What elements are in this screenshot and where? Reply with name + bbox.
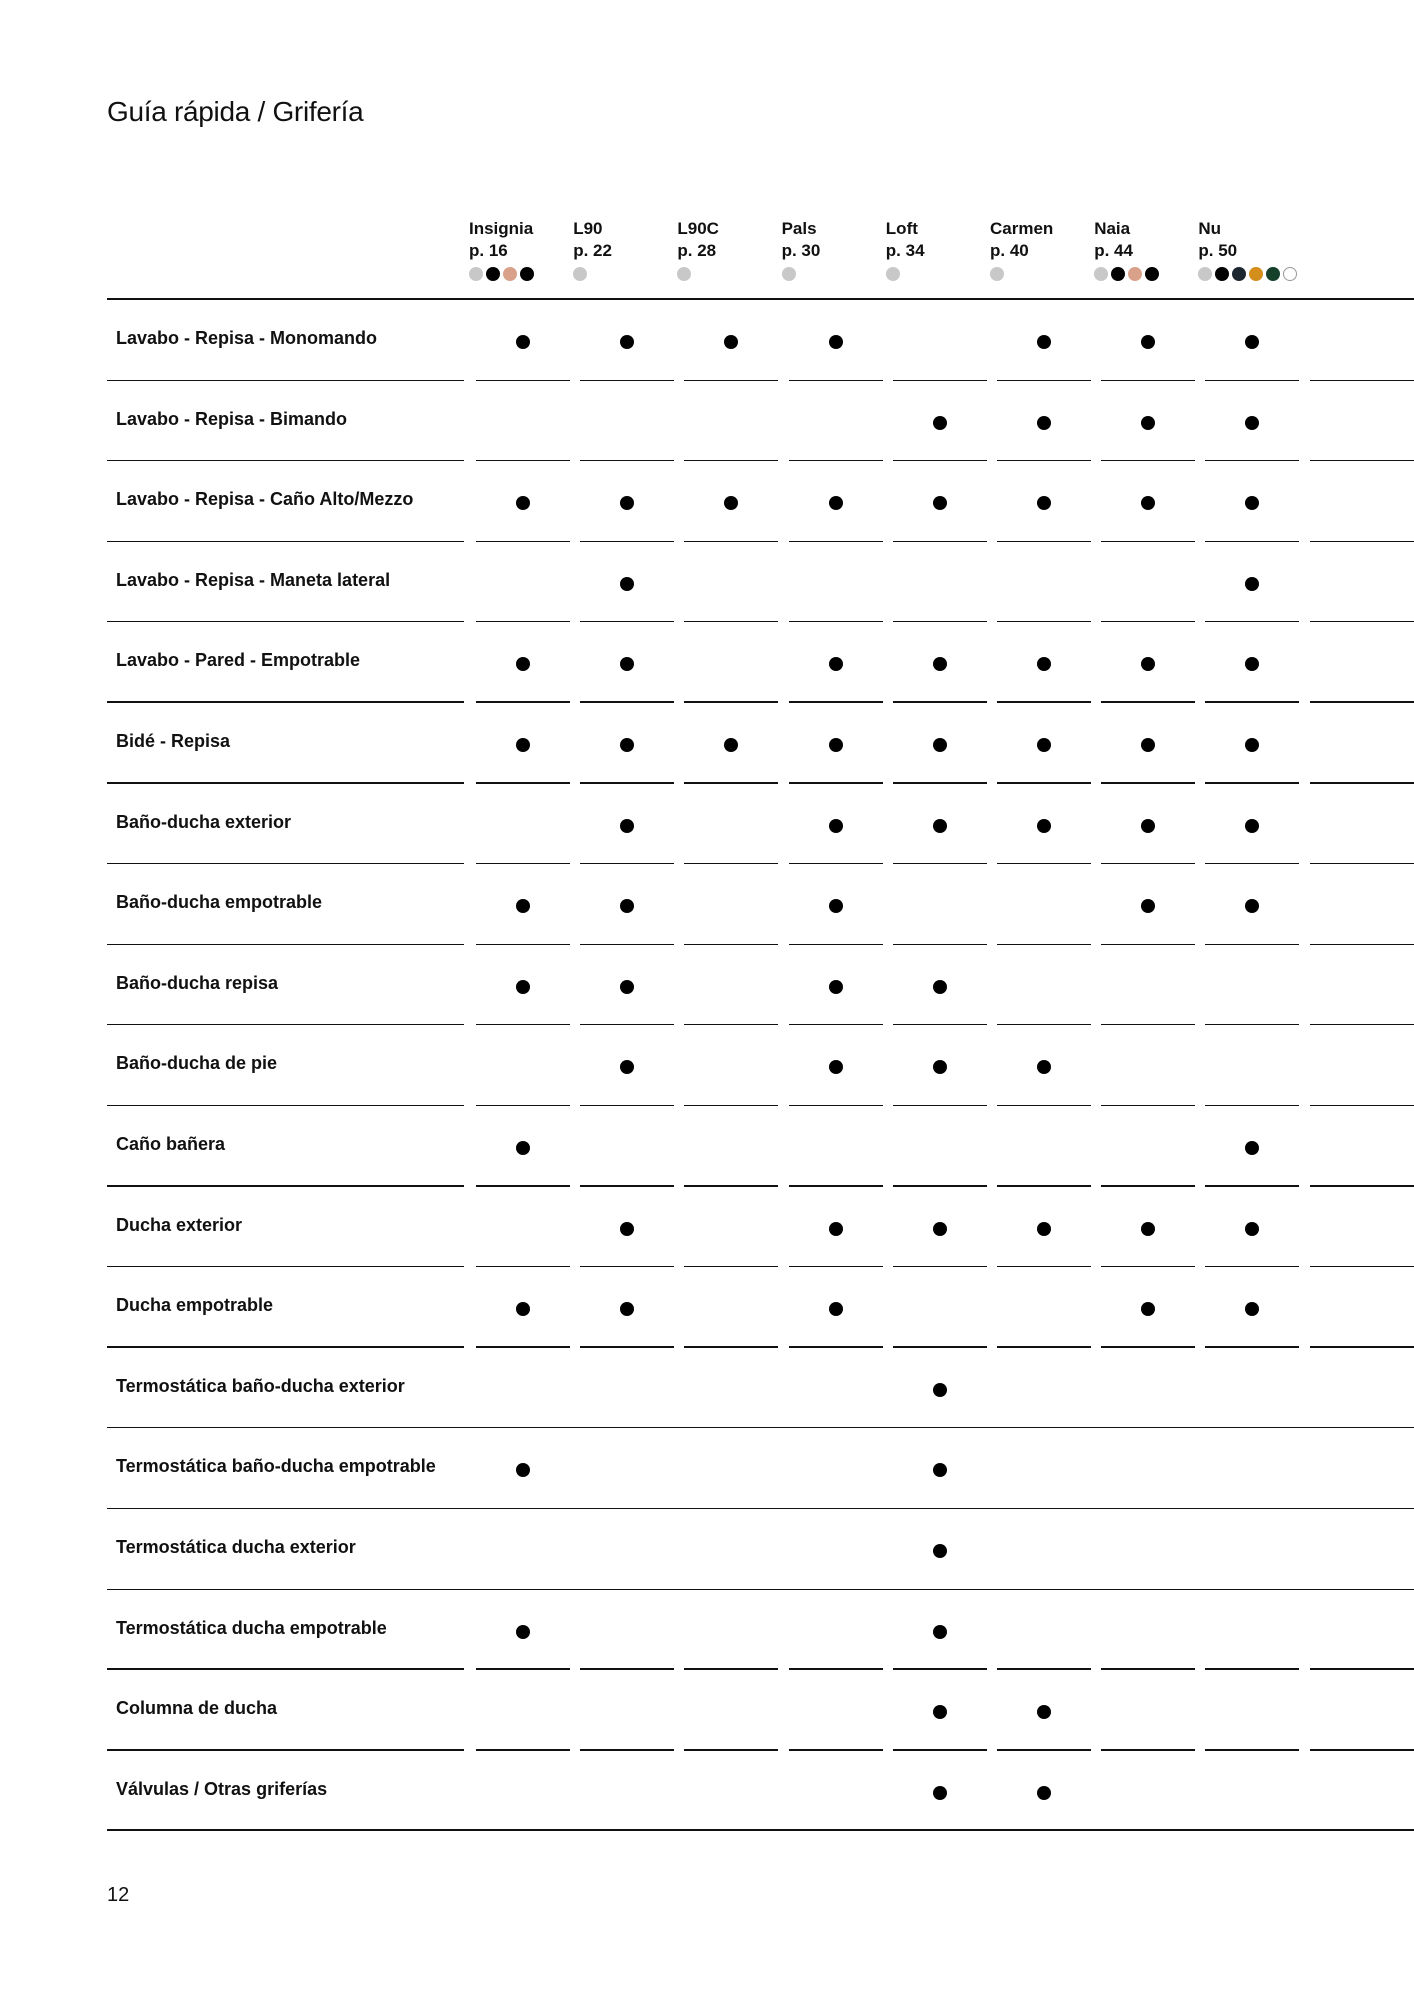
availability-dot	[1245, 1222, 1259, 1236]
finish-swatch	[469, 267, 483, 281]
row-label: Lavabo - Repisa - Caño Alto/Mezzo	[116, 489, 414, 510]
product-matrix-table	[107, 0, 1414, 2000]
finish-swatch	[1198, 267, 1212, 281]
table-row	[107, 381, 1414, 462]
finish-swatches	[469, 267, 569, 281]
availability-dot	[1037, 738, 1051, 752]
row-label: Baño-ducha exterior	[116, 811, 292, 832]
column-header-carmen	[990, 218, 1090, 281]
column-name: Nu	[1198, 219, 1222, 238]
availability-dot	[620, 335, 634, 349]
table-row	[107, 1751, 1414, 1832]
availability-dot	[829, 496, 843, 510]
table-row	[107, 1428, 1414, 1509]
table-row	[107, 864, 1414, 945]
availability-dot	[933, 1786, 947, 1800]
finish-swatch	[503, 267, 517, 281]
availability-dot	[1245, 335, 1259, 349]
availability-dot	[1245, 496, 1259, 510]
table-row	[107, 461, 1414, 542]
availability-dot	[933, 1544, 947, 1558]
availability-dot	[829, 1060, 843, 1074]
availability-dot	[1037, 1786, 1051, 1800]
column-page-ref: p. 30	[781, 241, 821, 260]
availability-dot	[829, 738, 843, 752]
finish-swatch	[1215, 267, 1229, 281]
availability-dot	[933, 1383, 947, 1397]
availability-dot	[1245, 819, 1259, 833]
row-label: Lavabo - Repisa - Bimando	[116, 408, 348, 429]
availability-dot	[1245, 899, 1259, 913]
availability-dot	[516, 657, 530, 671]
availability-dot	[620, 819, 634, 833]
availability-dot	[1245, 1302, 1259, 1316]
availability-dot	[620, 738, 634, 752]
availability-dot	[724, 738, 738, 752]
availability-dot	[1245, 657, 1259, 671]
finish-swatch	[1111, 267, 1125, 281]
finish-swatch	[990, 267, 1004, 281]
row-label: Ducha empotrable	[116, 1295, 274, 1316]
finish-swatches	[1198, 267, 1298, 281]
row-label: Válvulas / Otras griferías	[116, 1778, 328, 1799]
availability-dot	[1037, 1222, 1051, 1236]
finish-swatches	[677, 267, 777, 281]
availability-dot	[1141, 657, 1155, 671]
availability-dot	[829, 1302, 843, 1316]
column-name: Loft	[885, 219, 918, 238]
row-label: Lavabo - Repisa - Monomando	[116, 328, 378, 348]
row-label: Lavabo - Repisa - Maneta lateral	[116, 569, 391, 590]
table-row	[107, 703, 1414, 784]
table-row	[107, 1348, 1414, 1429]
availability-dot	[1037, 819, 1051, 833]
finish-swatches	[886, 267, 986, 281]
column-header-insignia	[469, 218, 569, 281]
availability-dot	[1141, 1222, 1155, 1236]
availability-dot	[933, 1060, 947, 1074]
row-label: Termostática baño-ducha empotrable	[116, 1456, 436, 1477]
page-number: 12	[107, 1884, 130, 1906]
finish-swatch	[886, 267, 900, 281]
availability-dot	[620, 1222, 634, 1236]
availability-dot	[620, 657, 634, 671]
availability-dot	[933, 1222, 947, 1236]
availability-dot	[724, 335, 738, 349]
table-row	[107, 945, 1414, 1026]
finish-swatch	[677, 267, 691, 281]
availability-dot	[1037, 1060, 1051, 1074]
availability-dot	[1141, 496, 1155, 510]
row-label: Columna de ducha	[116, 1698, 278, 1719]
availability-dot	[516, 1463, 530, 1477]
availability-dot	[1141, 738, 1155, 752]
column-header-loft	[886, 218, 986, 281]
column-page-ref: p. 50	[1198, 241, 1238, 260]
availability-dot	[516, 1302, 530, 1316]
availability-dot	[1245, 1141, 1259, 1155]
row-label: Caño bañera	[116, 1134, 226, 1154]
column-page-ref: p. 34	[885, 241, 925, 260]
availability-dot	[620, 1060, 634, 1074]
availability-dot	[1037, 416, 1051, 430]
availability-dot	[1141, 819, 1155, 833]
availability-dot	[933, 738, 947, 752]
availability-dot	[516, 1625, 530, 1639]
row-divider	[107, 1829, 1414, 1831]
table-row	[107, 1267, 1414, 1348]
availability-dot	[620, 1302, 634, 1316]
column-header-nu	[1198, 218, 1298, 281]
availability-dot	[516, 1141, 530, 1155]
row-label: Lavabo - Pared - Empotrable	[116, 650, 361, 671]
availability-dot	[1245, 577, 1259, 591]
availability-dot	[933, 1463, 947, 1477]
table-row	[107, 300, 1414, 381]
finish-swatches	[990, 267, 1090, 281]
table-row	[107, 1106, 1414, 1187]
table-row	[107, 784, 1414, 865]
row-label: Termostática baño-ducha exterior	[116, 1375, 405, 1396]
column-name: L90	[573, 219, 603, 238]
availability-dot	[1245, 416, 1259, 430]
column-page-ref: p. 16	[469, 241, 508, 260]
finish-swatch	[520, 267, 534, 281]
row-label: Baño-ducha empotrable	[116, 892, 323, 913]
finish-swatch	[573, 267, 587, 281]
row-label: Bidé - Repisa	[116, 731, 231, 751]
availability-dot	[1037, 496, 1051, 510]
finish-swatch	[1249, 267, 1263, 281]
column-header-l90	[573, 218, 673, 281]
availability-dot	[1037, 335, 1051, 349]
column-page-ref: p. 44	[1094, 241, 1133, 260]
row-label: Baño-ducha de pie	[116, 1053, 278, 1074]
table-row	[107, 1590, 1414, 1671]
availability-dot	[933, 496, 947, 510]
table-row	[107, 1509, 1414, 1590]
availability-dot	[829, 899, 843, 913]
availability-dot	[933, 980, 947, 994]
availability-dot	[1141, 899, 1155, 913]
page-title: Guía rápida / Grifería	[107, 96, 364, 127]
column-header-naia	[1094, 218, 1194, 281]
column-page-ref: p. 40	[990, 241, 1029, 260]
column-page-ref: p. 28	[677, 241, 717, 260]
row-label: Termostática ducha exterior	[116, 1537, 356, 1557]
availability-dot	[1141, 1302, 1155, 1316]
availability-dot	[1037, 657, 1051, 671]
availability-dot	[829, 819, 843, 833]
column-name: Insignia	[469, 219, 534, 238]
finish-swatches	[1094, 267, 1194, 281]
availability-dot	[933, 819, 947, 833]
column-header-pals	[782, 218, 882, 281]
availability-dot	[516, 335, 530, 349]
availability-dot	[620, 496, 634, 510]
finish-swatch	[1232, 267, 1246, 281]
availability-dot	[620, 980, 634, 994]
finish-swatch	[1266, 267, 1280, 281]
column-name: Naia	[1094, 219, 1131, 238]
finish-swatch	[1128, 267, 1142, 281]
availability-dot	[516, 980, 530, 994]
column-name: L90C	[677, 219, 719, 238]
row-label: Termostática ducha empotrable	[116, 1617, 387, 1638]
finish-swatch	[1145, 267, 1159, 281]
availability-dot	[620, 577, 634, 591]
column-name: Carmen	[990, 219, 1054, 238]
availability-dot	[933, 657, 947, 671]
availability-dot	[516, 899, 530, 913]
finish-swatch	[1094, 267, 1108, 281]
finish-swatch	[486, 267, 500, 281]
column-header-l90c	[677, 218, 777, 281]
column-page-ref: p. 22	[573, 241, 612, 260]
column-name: Pals	[781, 219, 817, 238]
availability-dot	[1245, 738, 1259, 752]
availability-dot	[829, 980, 843, 994]
row-label: Baño-ducha repisa	[116, 972, 279, 993]
finish-swatches	[573, 267, 673, 281]
availability-dot	[516, 496, 530, 510]
table-row	[107, 1187, 1414, 1268]
availability-dot	[829, 335, 843, 349]
availability-dot	[516, 738, 530, 752]
table-row	[107, 1670, 1414, 1751]
availability-dot	[829, 657, 843, 671]
availability-dot	[933, 1705, 947, 1719]
table-row	[107, 542, 1414, 623]
row-label: Ducha exterior	[116, 1214, 243, 1235]
availability-dot	[933, 1625, 947, 1639]
availability-dot	[724, 496, 738, 510]
availability-dot	[1141, 416, 1155, 430]
finish-swatch	[1283, 267, 1297, 281]
availability-dot	[829, 1222, 843, 1236]
table-row	[107, 622, 1414, 703]
finish-swatches	[782, 267, 882, 281]
availability-dot	[933, 416, 947, 430]
availability-dot	[620, 899, 634, 913]
table-row	[107, 1025, 1414, 1106]
availability-dot	[1141, 335, 1155, 349]
finish-swatch	[782, 267, 796, 281]
availability-dot	[1037, 1705, 1051, 1719]
